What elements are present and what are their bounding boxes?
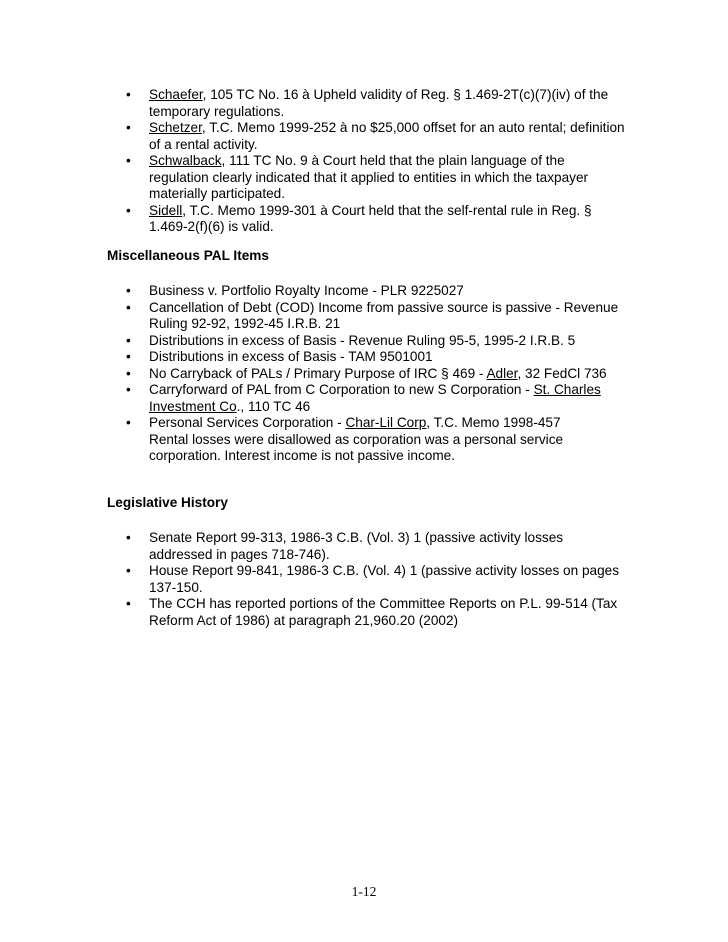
item-text: Business v. Portfolio Royalty Income - PLR 9225027 [149, 283, 464, 298]
list-item [0, 366, 728, 383]
case-name-schwalback: Schwalback [149, 153, 222, 168]
misc-list [0, 283, 728, 465]
item-text: , 32 FedCl 736 [517, 365, 607, 381]
list-item [0, 530, 728, 563]
item-text: Distributions in excess of Basis - Revenue Ruling 95-5, 1995-2 I.R.B. 5 [149, 332, 576, 348]
list-item [0, 283, 728, 300]
list-item [0, 563, 728, 596]
list-item [0, 87, 728, 120]
case-name-sidell: Sidell [149, 202, 183, 218]
case-name-char-lil: Char-Lil Corp [345, 415, 427, 430]
item-text: , T.C. Memo 1998-457 [426, 415, 561, 430]
list-item [0, 203, 728, 236]
item-text: Carryforward of PAL from C Corporation to new S Corporation - [149, 382, 534, 397]
list-item [0, 415, 728, 465]
item-text: Senate Report 99-313, 1986-3 C.B. (Vol. 3) 1 (passive activity losses addressed in pages 718-746). [149, 530, 564, 562]
legislative-list [0, 530, 728, 629]
misc-heading: Miscellaneous PAL Items [107, 248, 269, 263]
case-text: , T.C. Memo 1999-301 à Court held that the self-rental rule in Reg. § 1.469-2(f)(6) is valid. [149, 202, 592, 234]
item-text: House Report 99-841, 1986-3 C.B. (Vol. 4) 1 (passive activity losses on pages 137-150. [149, 563, 619, 595]
case-name-adler: Adler [486, 365, 518, 381]
case-name-schetzer: Schetzer [149, 120, 202, 135]
list-item [0, 153, 728, 203]
page-number: 1-12 [351, 884, 377, 899]
item-text: No Carryback of PALs / Primary Purpose of IRC § 469 - [149, 365, 487, 381]
list-item [0, 349, 728, 366]
list-item [0, 596, 728, 629]
list-item [0, 300, 728, 333]
list-item [0, 333, 728, 350]
case-text: , T.C. Memo 1999-252 à no $25,000 offset for an auto rental; definition of a rental activity. [149, 120, 625, 152]
case-list [0, 87, 728, 236]
case-name-st-charles: St. Charles Investment Co [149, 382, 601, 414]
item-text: Personal Services Corporation - [149, 415, 346, 430]
item-text: Cancellation of Debt (COD) Income from passive source is passive - Revenue Ruling 92-92, 1992-45 I.R.B. 21 [149, 299, 619, 331]
legislative-heading: Legislative History [107, 495, 228, 510]
case-text: , 111 TC No. 9 à Court held that the plain language of the regulation clearly indicated that it applied to entities in which the taxpayer materially participated. [149, 153, 589, 201]
item-note: Rental losses were disallowed as corporation was a personal service corporation. Interest income is not passive income. [149, 431, 564, 463]
case-text: , 105 TC No. 16 à Upheld validity of Reg. § 1.469-2T(c)(7)(iv) of the temporary regulations. [149, 87, 609, 119]
item-text: ., 110 TC 46 [236, 398, 311, 414]
list-item [0, 382, 728, 415]
list-item [0, 120, 728, 153]
item-text: Distributions in excess of Basis - TAM 9501001 [149, 349, 433, 364]
case-name-schaefer: Schaefer [149, 87, 203, 102]
item-text: The CCH has reported portions of the Committee Reports on P.L. 99-514 (Tax Reform Act of 1986) at paragraph 21,960.20 (2002) [149, 596, 618, 628]
